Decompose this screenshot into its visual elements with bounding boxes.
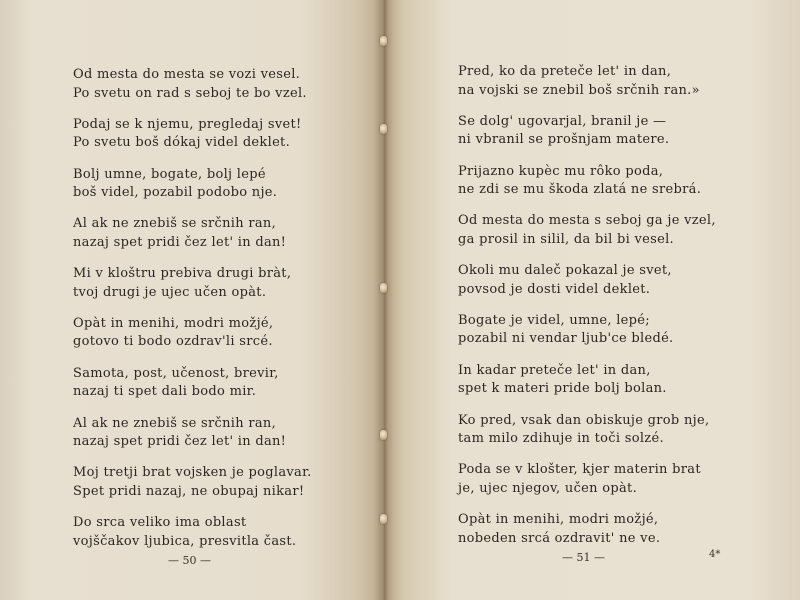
poem-line: nazaj spet pridi čez let' in dan! xyxy=(73,434,287,450)
right-page-poem xyxy=(458,63,716,561)
poem-line: Al ak ne znebiš se srčnih ran, xyxy=(73,415,277,431)
poem-line: nazaj ti spet dali bodo mir. xyxy=(73,384,257,400)
poem-line: Okoli mu daleč pokazal je svet, xyxy=(458,263,672,279)
poem-line: vojščakov ljubica, presvitla čast. xyxy=(73,533,297,549)
stanza xyxy=(73,116,312,153)
left-page-number: — 50 — xyxy=(168,554,211,567)
book-spine xyxy=(374,0,394,600)
poem-line: pozabil ni vendar ljub'ce bledé. xyxy=(458,331,674,347)
poem-line: ne zdi se mu škoda zlatá ne srebrá. xyxy=(458,182,702,198)
poem-line: je, ujec njegov, učen opàt. xyxy=(458,480,638,496)
stanza xyxy=(73,514,312,551)
poem-line: ni vbranil se prošnjam matere. xyxy=(458,132,670,148)
stanza xyxy=(73,66,312,103)
poem-line: povsod je dosti videl deklet. xyxy=(458,281,651,297)
poem-line: Do srca veliko ima oblast xyxy=(73,515,247,531)
poem-line: tvoj drugi je ujec učen opàt. xyxy=(73,284,267,300)
poem-line: spet k materi pride bolj bolan. xyxy=(458,381,667,397)
poem-line: tam milo zdihuje in toči solzé. xyxy=(458,431,664,447)
stanza xyxy=(458,212,716,249)
poem-line: Al ak ne znebiš se srčnih ran, xyxy=(73,216,277,232)
poem-line: Poda se v klošter, kjer materin brat xyxy=(458,462,701,478)
stanza xyxy=(458,262,716,299)
poem-line: nobeden srcá ozdravit' ne ve. xyxy=(458,530,661,546)
poem-line: Podaj se k njemu, pregledaj svet! xyxy=(73,116,302,132)
signature-mark: 4* xyxy=(709,549,721,560)
left-page-poem xyxy=(73,66,312,564)
poem-line: Mi v kloštru prebiva drugi bràt, xyxy=(73,266,292,282)
stanza xyxy=(458,163,716,200)
poem-line: Bogate je videl, umne, lepé; xyxy=(458,312,650,328)
poem-line: na vojski se znebil boš srčnih ran.» xyxy=(458,82,700,98)
stanza xyxy=(73,315,312,352)
left-page xyxy=(0,0,384,600)
stanza xyxy=(458,511,716,548)
poem-line: Prijazno kupèc mu rôko poda, xyxy=(458,163,664,179)
right-page-number: — 51 — xyxy=(562,551,605,564)
binding-staple xyxy=(380,430,387,440)
poem-line: Opàt in menihi, modri možjé, xyxy=(73,315,274,331)
poem-line: Samota, post, učenost, brevir, xyxy=(73,365,279,381)
poem-line: gotovo ti bodo ozdrav'li srcé. xyxy=(73,334,273,350)
stanza xyxy=(73,215,312,252)
stanza xyxy=(458,312,716,349)
stanza xyxy=(73,166,312,203)
poem-line: In kadar preteče let' in dan, xyxy=(458,362,651,378)
poem-line: Spet pridi nazaj, ne obupaj nikar! xyxy=(73,483,305,499)
poem-line: Opàt in menihi, modri možjé, xyxy=(458,512,659,528)
binding-staple xyxy=(380,36,387,46)
stanza xyxy=(73,365,312,402)
stanza xyxy=(458,461,716,498)
stanza xyxy=(458,113,716,150)
right-page xyxy=(384,0,800,600)
poem-line: nazaj spet pridi čez let' in dan! xyxy=(73,234,287,250)
stanza xyxy=(458,63,716,100)
poem-line: Po svetu on rad s seboj te bo vzel. xyxy=(73,85,307,101)
poem-line: Od mesta do mesta se vozi vesel. xyxy=(73,67,301,82)
poem-line: Ko pred, vsak dan obiskuje grob nje, xyxy=(458,412,710,428)
poem-line: Od mesta do mesta s seboj ga je vzel, xyxy=(458,213,716,229)
poem-line: Bolj umne, bogate, bolj lepé xyxy=(73,166,266,182)
poem-line: boš videl, pozabil podobo nje. xyxy=(73,185,278,201)
stanza xyxy=(73,265,312,302)
stanza xyxy=(458,362,716,399)
poem-line: Se dolg' ugovarjal, branil je — xyxy=(458,113,667,129)
poem-line: Pred, ko da preteče let' in dan, xyxy=(458,64,672,79)
poem-line: Po svetu boš dókaj videl deklet. xyxy=(73,135,291,151)
poem-line: Moj tretji brat vojsken je poglavar. xyxy=(73,465,312,481)
binding-staple xyxy=(380,514,387,524)
binding-staple xyxy=(380,283,387,293)
stanza xyxy=(458,412,716,449)
binding-staple xyxy=(380,124,387,134)
stanza xyxy=(73,464,312,501)
poem-line: ga prosil in silil, da bil bi vesel. xyxy=(458,231,674,247)
stanza xyxy=(73,415,312,452)
